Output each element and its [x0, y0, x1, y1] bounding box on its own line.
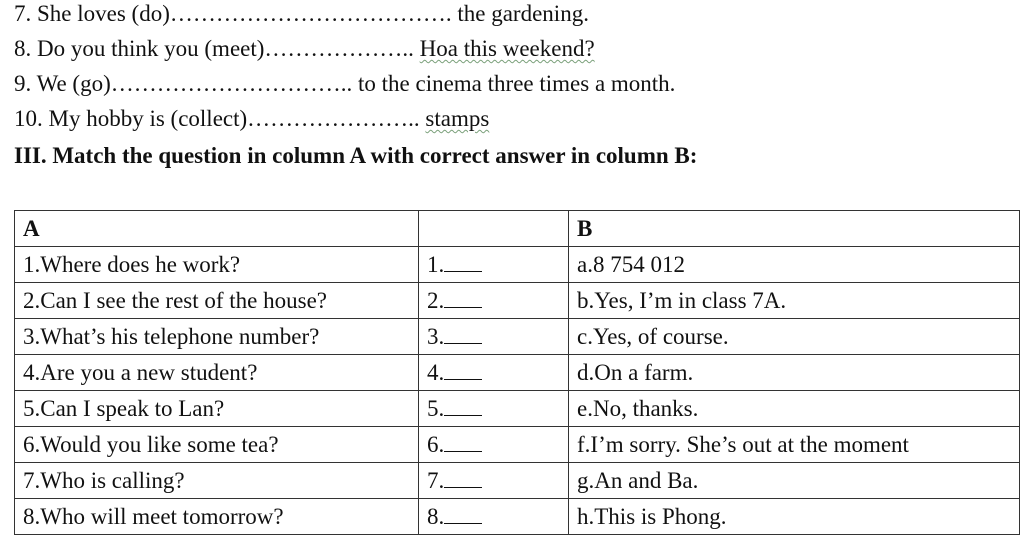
answer-blank[interactable]: ………………………………. [169, 1, 452, 26]
answer-slot-cell[interactable] [419, 463, 569, 499]
item-prompt: My hobby is (collect) [48, 106, 248, 131]
answer-slot-cell[interactable] [419, 427, 569, 463]
table-row [15, 283, 1020, 319]
table-row [15, 355, 1020, 391]
section-heading: III. Match the question in column A with correct answer in column B: [14, 143, 698, 168]
question-cell: 3.What’s his telephone number? [15, 319, 419, 355]
answer-slot-line[interactable] [444, 361, 482, 380]
answer-slot-line[interactable] [444, 289, 482, 308]
answer-blank[interactable]: ……………….. [264, 36, 420, 61]
answer-slot-cell[interactable] [419, 391, 569, 427]
item-continuation: the gardening. [457, 1, 589, 26]
exercise-item-7 [14, 0, 589, 28]
item-prompt: We (go) [36, 71, 111, 96]
table-header-row [15, 211, 1020, 247]
item-number: 8. [14, 36, 32, 61]
question-cell: 8.Who will meet tomorrow? [15, 499, 419, 535]
answer-blank[interactable]: ………………………….. [110, 71, 358, 96]
slot-number: 5. [427, 395, 445, 421]
answer-slot-line[interactable] [444, 505, 482, 524]
column-blank-header [419, 211, 569, 247]
answer-cell: b.Yes, I’m in class 7A. [569, 283, 1020, 319]
column-a-header: A [15, 211, 419, 247]
exercise-item-8 [14, 35, 595, 63]
answer-slot-cell[interactable] [419, 499, 569, 535]
column-b-header: B [569, 211, 1020, 247]
answer-slot-line[interactable] [444, 397, 482, 416]
answer-slot-cell[interactable] [419, 319, 569, 355]
answer-slot-line[interactable] [444, 325, 482, 344]
answer-cell: h.This is Phong. [569, 499, 1020, 535]
item-number: 10. [14, 106, 43, 131]
slot-number: 8. [427, 503, 445, 529]
slot-number: 1. [427, 251, 445, 277]
exercise-item-10 [14, 105, 489, 133]
answer-slot-cell[interactable] [419, 247, 569, 283]
item-continuation: stamps [425, 106, 490, 131]
table-row [15, 427, 1020, 463]
table-row [15, 463, 1020, 499]
table-row [15, 319, 1020, 355]
answer-blank[interactable]: ………………….. [247, 106, 426, 131]
exercise-item-9 [14, 70, 675, 98]
matching-table [14, 210, 1020, 535]
slot-number: 7. [427, 467, 445, 493]
question-cell: 2.Can I see the rest of the house? [15, 283, 419, 319]
answer-slot-cell[interactable] [419, 355, 569, 391]
item-continuation: Hoa this weekend? [419, 36, 595, 61]
item-number: 7. [14, 1, 32, 26]
answer-slot-line[interactable] [444, 253, 482, 272]
item-number: 9. [14, 71, 32, 96]
question-cell: 4.Are you a new student? [15, 355, 419, 391]
item-prompt: Do you think you (meet) [37, 36, 265, 61]
answer-cell: g.An and Ba. [569, 463, 1020, 499]
answer-cell: e.No, thanks. [569, 391, 1020, 427]
question-cell: 6.Would you like some tea? [15, 427, 419, 463]
question-cell: 7.Who is calling? [15, 463, 419, 499]
answer-slot-cell[interactable] [419, 283, 569, 319]
table-row [15, 499, 1020, 535]
table-row [15, 391, 1020, 427]
question-cell: 5.Can I speak to Lan? [15, 391, 419, 427]
answer-slot-line[interactable] [444, 469, 482, 488]
slot-number: 2. [427, 287, 445, 313]
answer-cell: d.On a farm. [569, 355, 1020, 391]
slot-number: 3. [427, 323, 445, 349]
question-cell: 1.Where does he work? [15, 247, 419, 283]
answer-cell: a.8 754 012 [569, 247, 1020, 283]
answer-cell: f.I’m sorry. She’s out at the moment [569, 427, 1020, 463]
table-row [15, 247, 1020, 283]
answer-slot-line[interactable] [444, 433, 482, 452]
item-continuation: to the cinema three times a month. [358, 71, 676, 96]
item-prompt: She loves (do) [37, 1, 170, 26]
slot-number: 6. [427, 431, 445, 457]
answer-cell: c.Yes, of course. [569, 319, 1020, 355]
slot-number: 4. [427, 359, 445, 385]
